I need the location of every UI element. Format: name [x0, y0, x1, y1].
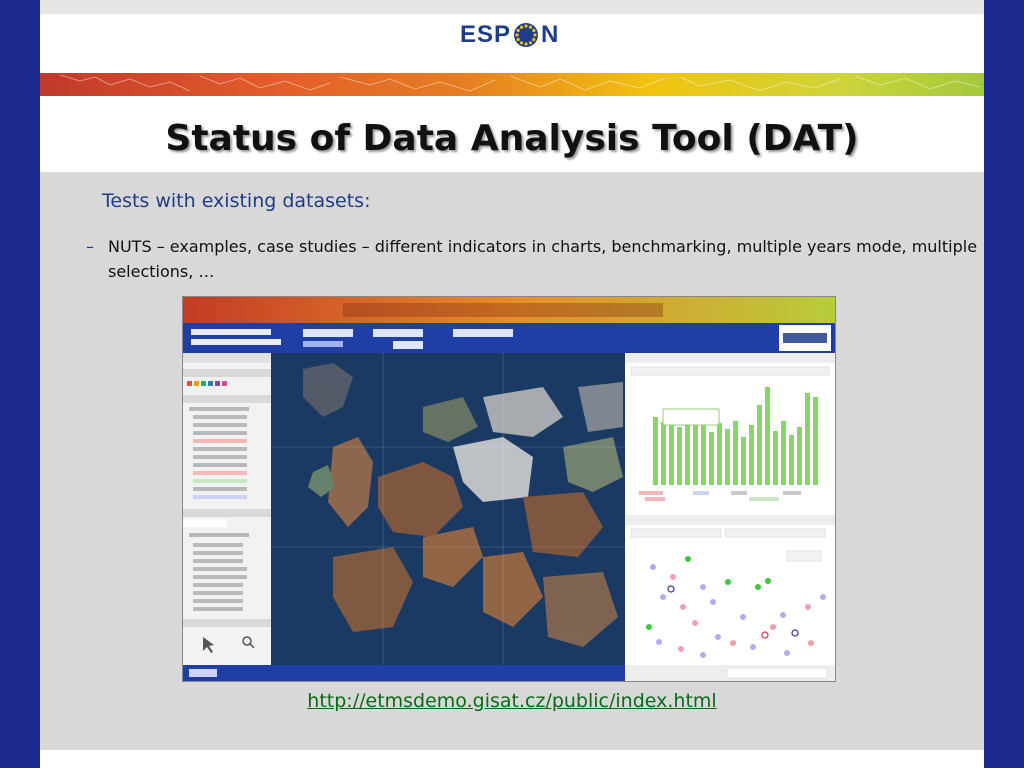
- slide-subtitle: Tests with existing datasets:: [102, 190, 371, 212]
- bullet-item: [86, 234, 986, 284]
- bullet-text: NUTS – examples, case studies – different indicators in charts, benchmarking, multiple years mode, multiple selections, …: [108, 237, 978, 281]
- header: [40, 0, 984, 96]
- etms-app-screenshot: [183, 297, 835, 681]
- header-top-band: [40, 0, 984, 14]
- logo-text-left: ESP: [460, 21, 512, 48]
- app-footer-left: [183, 665, 625, 681]
- bullet-marker: –: [86, 237, 94, 256]
- slide-title: Status of Data Analysis Tool (DAT): [165, 118, 859, 159]
- right-frame-bar: [984, 0, 1024, 768]
- app-url-link[interactable]: http://etmsdemo.gisat.cz/public/index.html: [307, 690, 717, 712]
- left-frame-bar: [0, 0, 40, 768]
- embedded-screenshot: [182, 296, 836, 682]
- espon-logo: [460, 18, 559, 52]
- app-header: [183, 323, 835, 353]
- logo-text-right: N: [541, 21, 560, 48]
- eu-stars-icon: [512, 21, 540, 49]
- map-banner-strip: [40, 73, 984, 96]
- slide-content: [40, 0, 984, 768]
- footer-band: [40, 750, 984, 768]
